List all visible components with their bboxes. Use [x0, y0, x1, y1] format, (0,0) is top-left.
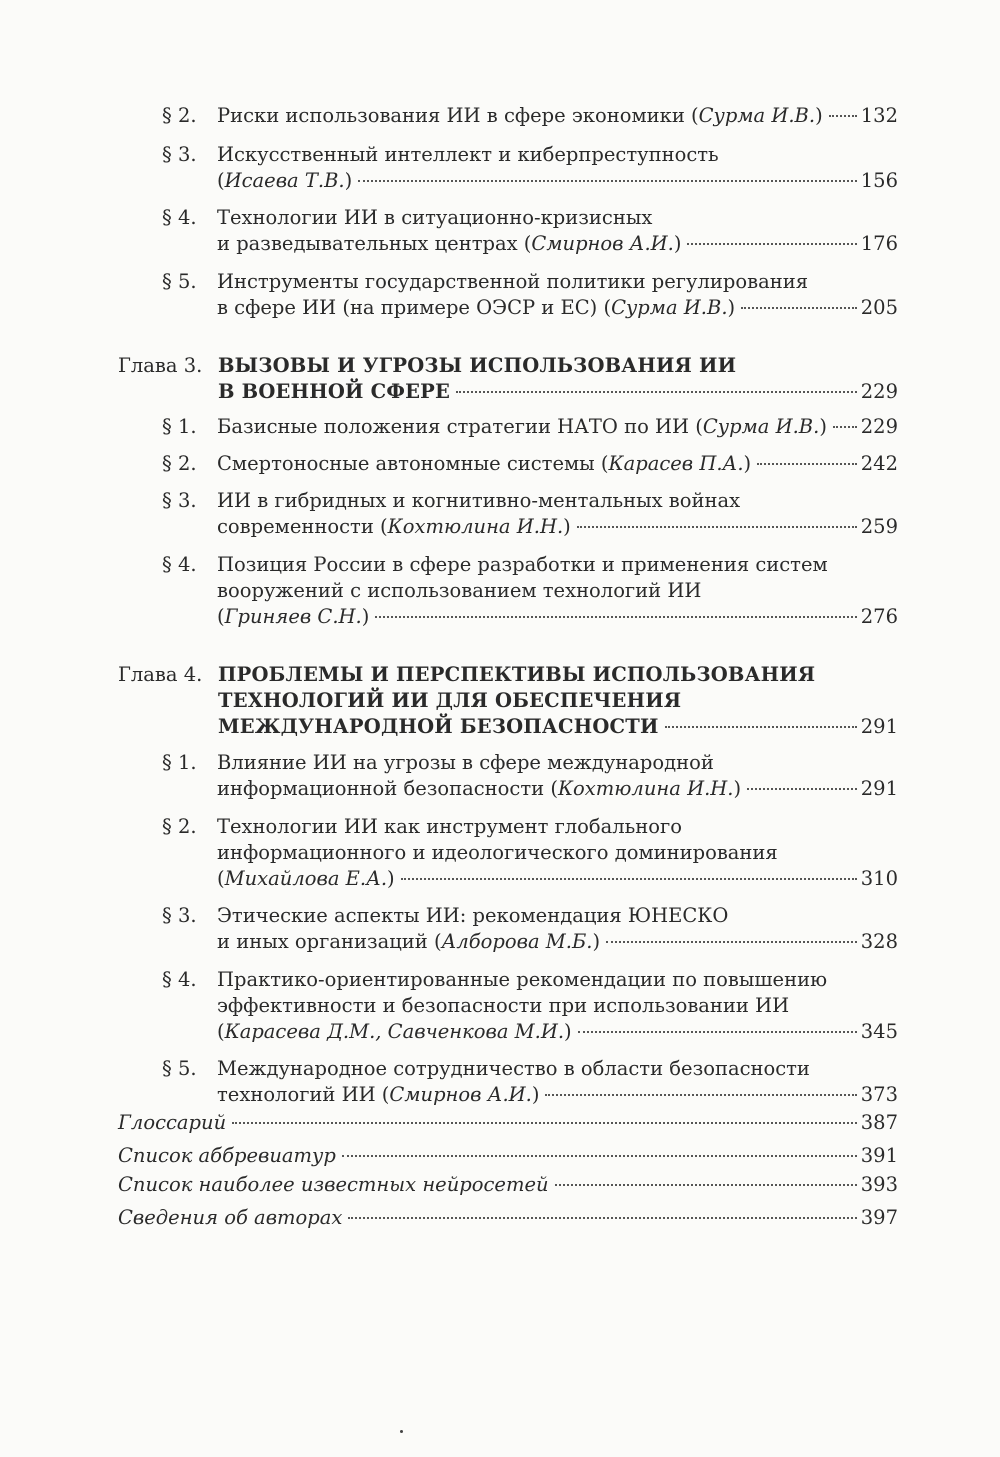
toc-entry-label: § 2. [162, 104, 197, 127]
toc-entry-text: эффективности и безопасности при использовании ИИ [217, 994, 790, 1017]
dot-leader [829, 115, 857, 117]
toc-entry-text: Технологии ИИ как инструмент глобального [217, 815, 682, 838]
toc-entry[interactable] [217, 451, 898, 477]
toc-entry-text: Базисные положения стратегии НАТО по ИИ (Сурма И.В.) [217, 415, 827, 438]
page-number: 387 [860, 1111, 898, 1134]
dot-leader [741, 307, 857, 309]
dot-leader [578, 1031, 857, 1033]
toc-entry-label: § 5. [162, 270, 197, 293]
page-number: 393 [860, 1173, 898, 1196]
page-number: 291 [860, 777, 898, 800]
author-name: Кохтюлина И.Н. [387, 515, 564, 538]
author-name: Исаева Т.В. [224, 169, 345, 192]
toc-entry-text: (Карасева Д.М., Савченкова М.И.) [217, 1020, 572, 1043]
toc-entry[interactable] [217, 514, 898, 540]
author-name: Сурма И.В. [611, 296, 728, 319]
toc-entry-text: информационной безопасности (Кохтюлина И.Н.) [217, 777, 742, 800]
toc-entry-text: Этические аспекты ИИ: рекомендация ЮНЕСКО [217, 904, 729, 927]
toc-entry-text: Технологии ИИ в ситуационно-кризисных [217, 206, 653, 229]
dot-leader [358, 180, 857, 182]
toc-entry[interactable] [217, 604, 898, 630]
toc-entry-text: (Исаева Т.В.) [217, 169, 353, 192]
page-number: 205 [860, 296, 898, 319]
toc-entry-label: § 4. [162, 206, 197, 229]
appendix-title: Список аббревиатур [118, 1144, 336, 1167]
page-number: 291 [860, 715, 898, 738]
page-number: 345 [860, 1020, 898, 1043]
toc-entry-label: § 1. [162, 415, 197, 438]
toc-entry-text: (Михайлова Е.А.) [217, 867, 395, 890]
page-number: 156 [860, 169, 898, 192]
dot-leader [375, 616, 856, 618]
chapter-label: Глава 3. [118, 354, 203, 377]
author-name: Карасев П.А. [608, 452, 744, 475]
toc-entry-label: § 5. [162, 1057, 197, 1080]
toc-entry-text: в сфере ИИ (на примере ОЭСР и ЕС) (Сурма И.В.) [217, 296, 736, 319]
toc-entry-text: информационного и идеологического доминирования [217, 841, 778, 864]
toc-entry-text: вооружений с использованием технологий ИИ [217, 579, 702, 602]
toc-entry[interactable] [217, 414, 898, 440]
toc-entry-text: Смертоносные автономные системы (Карасев П.А.) [217, 452, 752, 475]
appendix-entry[interactable] [118, 1143, 898, 1169]
toc-entry-text: технологий ИИ (Смирнов А.И.) [217, 1083, 540, 1106]
dot-leader [606, 941, 857, 943]
toc-entry-label: § 2. [162, 815, 197, 838]
chapter-label: Глава 4. [118, 663, 203, 686]
toc-entry-text: Искусственный интеллект и киберпреступность [217, 143, 719, 166]
chapter-title: ТЕХНОЛОГИЙ ИИ ДЛЯ ОБЕСПЕЧЕНИЯ [218, 689, 682, 712]
page-number: 132 [860, 104, 898, 127]
author-name: Смирнов А.И. [389, 1083, 532, 1106]
toc-entry-label: § 3. [162, 489, 197, 512]
appendix-entry[interactable] [118, 1172, 898, 1198]
author-name: Смирнов А.И. [531, 232, 674, 255]
author-name: Михайлова Е.А. [224, 867, 388, 890]
author-name: Карасева Д.М., Савченкова М.И. [224, 1020, 565, 1043]
page-number: 176 [860, 232, 898, 255]
toc-entry[interactable] [217, 231, 898, 257]
toc-entry[interactable] [217, 1082, 898, 1108]
toc-entry-text: и иных организаций (Алборова М.Б.) [217, 930, 601, 953]
chapter-title: ПРОБЛЕМЫ И ПЕРСПЕКТИВЫ ИСПОЛЬЗОВАНИЯ [218, 663, 816, 686]
toc-entry-text: Риски использования ИИ в сфере экономики (Сурма И.В.) [217, 104, 823, 127]
toc-entry-text: Международное сотрудничество в области безопасности [217, 1057, 810, 1080]
toc-entry-label: § 2. [162, 452, 197, 475]
toc-entry-label: § 4. [162, 553, 197, 576]
author-name: Гриняев С.Н. [224, 605, 362, 628]
dot-leader [348, 1217, 856, 1219]
page-number: 373 [860, 1083, 898, 1106]
toc-entry[interactable] [217, 1019, 898, 1045]
page-number: 276 [860, 605, 898, 628]
dot-leader [401, 878, 857, 880]
author-name: Сурма И.В. [698, 104, 816, 127]
appendix-entry[interactable] [118, 1110, 898, 1136]
toc-entry[interactable] [217, 776, 898, 802]
chapter-title: ВЫЗОВЫ И УГРОЗЫ ИСПОЛЬЗОВАНИЯ ИИ [218, 354, 737, 377]
dot-leader [757, 463, 857, 465]
print-speck [400, 1430, 403, 1433]
toc-entry-text: ИИ в гибридных и когнитивно-ментальных войнах [217, 489, 741, 512]
toc-entry[interactable] [217, 929, 898, 955]
toc-entry[interactable] [217, 866, 898, 892]
dot-leader [833, 426, 857, 428]
page-number: 229 [860, 415, 898, 438]
dot-leader [545, 1094, 856, 1096]
chapter-title: В ВОЕННОЙ СФЕРЕ [218, 380, 451, 403]
toc-entry-text: Влияние ИИ на угрозы в сфере международной [217, 751, 714, 774]
page-number: 229 [860, 380, 898, 403]
toc-entry-text: Позиция России в сфере разработки и применения систем [217, 553, 828, 576]
dot-leader [342, 1155, 857, 1157]
dot-leader [747, 788, 857, 790]
dot-leader [577, 526, 857, 528]
toc-entry-text: и разведывательных центрах (Смирнов А.И.) [217, 232, 682, 255]
dot-leader [665, 726, 857, 728]
toc-entry-text: современности (Кохтюлина И.Н.) [217, 515, 571, 538]
toc-entry[interactable] [217, 103, 898, 129]
dot-leader [555, 1184, 857, 1186]
toc-entry-text: Инструменты государственной политики регулирования [217, 270, 809, 293]
appendix-title: Глоссарий [118, 1111, 227, 1134]
dot-leader [232, 1122, 857, 1124]
toc-entry[interactable] [217, 168, 898, 194]
dot-leader [456, 391, 857, 393]
page-number: 259 [860, 515, 898, 538]
toc-entry-label: § 3. [162, 143, 197, 166]
appendix-entry[interactable] [118, 1205, 898, 1231]
author-name: Кохтюлина И.Н. [557, 777, 734, 800]
page-number: 397 [860, 1206, 898, 1229]
chapter-entry[interactable] [218, 379, 898, 405]
toc-entry-label: § 4. [162, 968, 197, 991]
toc-entry[interactable] [217, 295, 898, 321]
page-number: 391 [860, 1144, 898, 1167]
page-number: 242 [860, 452, 898, 475]
appendix-title: Список наиболее известных нейросетей [118, 1173, 549, 1196]
toc-entry-text: (Гриняев С.Н.) [217, 605, 370, 628]
author-name: Сурма И.В. [702, 415, 820, 438]
toc-entry-text: Практико-ориентированные рекомендации по повышению [217, 968, 828, 991]
appendix-title: Сведения об авторах [118, 1206, 343, 1229]
toc-entry-label: § 1. [162, 751, 197, 774]
chapter-title: МЕЖДУНАРОДНОЙ БЕЗОПАСНОСТИ [218, 715, 659, 738]
chapter-entry[interactable] [218, 714, 898, 740]
page-number: 310 [860, 867, 898, 890]
page-number: 328 [860, 930, 898, 953]
toc-entry-label: § 3. [162, 904, 197, 927]
dot-leader [687, 243, 856, 245]
author-name: Алборова М.Б. [441, 930, 593, 953]
